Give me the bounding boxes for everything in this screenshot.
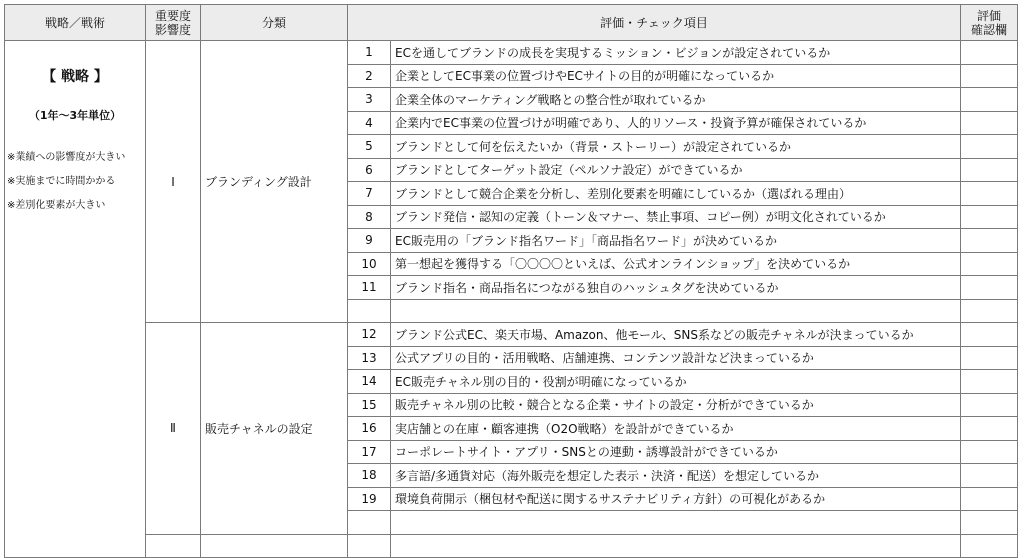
check-item-text: 企業としてEC事業の位置づけやECサイトの目的が明確になっているか: [391, 64, 961, 88]
item-number: 9: [348, 229, 391, 253]
evaluation-cell[interactable]: [961, 323, 1018, 347]
evaluation-cell[interactable]: [961, 252, 1018, 276]
check-item-text: 販売チャネル別の比較・競合となる企業・サイトの設定・分析ができているか: [391, 393, 961, 417]
table-row: [5, 323, 1018, 347]
item-number: 1: [348, 41, 391, 65]
evaluation-cell[interactable]: [961, 229, 1018, 253]
item-number-empty: [348, 511, 391, 535]
check-item-text: ECを通してブランドの成長を実現するミッション・ビジョンが設定されているか: [391, 41, 961, 65]
evaluation-cell[interactable]: [961, 64, 1018, 88]
item-number: 5: [348, 135, 391, 159]
item-number: 12: [348, 323, 391, 347]
category-cell: 販売チャネルの設定: [201, 323, 348, 535]
evaluation-cell[interactable]: [961, 346, 1018, 370]
header-row: [5, 5, 1018, 41]
item-number: 2: [348, 64, 391, 88]
check-item-empty[interactable]: [391, 299, 961, 323]
strategy-note: ※実施までに時間かかる: [7, 176, 116, 187]
strategy-cell: [5, 41, 146, 558]
evaluation-cell[interactable]: [961, 511, 1018, 535]
check-item-text: 環境負荷開示（梱包材や配送に関するサステナビリティ方針）の可視化があるか: [391, 487, 961, 511]
check-item-text: 企業内でEC事業の位置づけが明確であり、人的リソース・投資予算が確保されているか: [391, 111, 961, 135]
check-item-text: 公式アプリの目的・活用戦略、店舗連携、コンテンツ設計など決まっているか: [391, 346, 961, 370]
header-importance-line1: 重要度: [154, 8, 191, 23]
item-number: 6: [348, 158, 391, 182]
item-number: 19: [348, 487, 391, 511]
item-number: 3: [348, 88, 391, 112]
check-item-text: ブランドとして競合企業を分析し、差別化要素を明確にしているか（選ばれる理由）: [391, 182, 961, 206]
item-number: 16: [348, 417, 391, 441]
strategy-note: ※業績への影響度が大きい: [7, 152, 126, 163]
check-item-text: 多言語/多通貨対応（海外販売を想定した表示・決済・配送）を想定しているか: [391, 464, 961, 488]
checklist-table: [4, 4, 1018, 558]
evaluation-cell[interactable]: [961, 41, 1018, 65]
item-number: 13: [348, 346, 391, 370]
evaluation-cell[interactable]: [961, 440, 1018, 464]
evaluation-cell[interactable]: [961, 182, 1018, 206]
header-eval-line1: 評価: [976, 8, 1001, 23]
check-item-text: 企業全体のマーケティング戦略との整合性が取れているか: [391, 88, 961, 112]
item-number: 15: [348, 393, 391, 417]
evaluation-cell[interactable]: [961, 370, 1018, 394]
evaluation-cell[interactable]: [961, 487, 1018, 511]
evaluation-cell[interactable]: [961, 111, 1018, 135]
check-item-text: 第一想起を獲得する「〇〇〇〇といえば、公式オンラインショップ」を決めているか: [391, 252, 961, 276]
strategy-title: 【 戦略 】: [42, 69, 108, 85]
check-item-text: 実店舗との在庫・顧客連携（O2O戦略）を設計ができているか: [391, 417, 961, 441]
item-number: 14: [348, 370, 391, 394]
item-number: 8: [348, 205, 391, 229]
header-check-items: 評価・チェック項目: [348, 5, 961, 41]
item-number-empty: [348, 299, 391, 323]
header-category: 分類: [201, 5, 348, 41]
header-importance-line2: 影響度: [154, 22, 191, 37]
evaluation-cell[interactable]: [961, 417, 1018, 441]
item-number: 17: [348, 440, 391, 464]
evaluation-cell[interactable]: [961, 299, 1018, 323]
check-item-text: ブランドとしてターゲット設定（ペルソナ設定）ができているか: [391, 158, 961, 182]
evaluation-cell[interactable]: [961, 205, 1018, 229]
evaluation-cell[interactable]: [961, 135, 1018, 159]
header-importance: [146, 5, 201, 41]
importance-cell: Ⅱ: [146, 323, 201, 535]
category-cell: ブランディング設計: [201, 41, 348, 323]
header-evaluation: [961, 5, 1018, 41]
strategy-note: ※差別化要素が大きい: [7, 200, 106, 211]
check-item-text: ブランドとして何を伝えたいか（背景・ストーリー）が設定されているか: [391, 135, 961, 159]
table-row: [5, 41, 1018, 65]
evaluation-cell[interactable]: [961, 88, 1018, 112]
evaluation-cell[interactable]: [961, 393, 1018, 417]
strategy-period: （1年〜3年単位）: [28, 109, 122, 122]
header-eval-line2: 確認欄: [970, 22, 1007, 37]
check-item-text: ブランド指名・商品指名につながる独自のハッシュタグを決めているか: [391, 276, 961, 300]
check-item-text: コーポレートサイト・アプリ・SNSとの連動・誘導設計ができているか: [391, 440, 961, 464]
check-item-text: ブランド公式EC、楽天市場、Amazon、他モール、SNS系などの販売チャネルが決まっているか: [391, 323, 961, 347]
evaluation-cell[interactable]: [961, 158, 1018, 182]
item-number: 11: [348, 276, 391, 300]
check-item-text: EC販売用の「ブランド指名ワード」「商品指名ワード」が決めているか: [391, 229, 961, 253]
check-item-text: ブランド発信・認知の定義（トーン＆マナー、禁止事項、コピー例）が明文化されているか: [391, 205, 961, 229]
importance-cell: Ⅰ: [146, 41, 201, 323]
item-number: 10: [348, 252, 391, 276]
header-strategy-tactics: 戦略／戦術: [5, 5, 146, 41]
check-item-text: EC販売チャネル別の目的・役割が明確になっているか: [391, 370, 961, 394]
evaluation-cell[interactable]: [961, 276, 1018, 300]
item-number: 4: [348, 111, 391, 135]
item-number: 18: [348, 464, 391, 488]
evaluation-cell[interactable]: [961, 464, 1018, 488]
check-item-empty[interactable]: [391, 511, 961, 535]
item-number: 7: [348, 182, 391, 206]
